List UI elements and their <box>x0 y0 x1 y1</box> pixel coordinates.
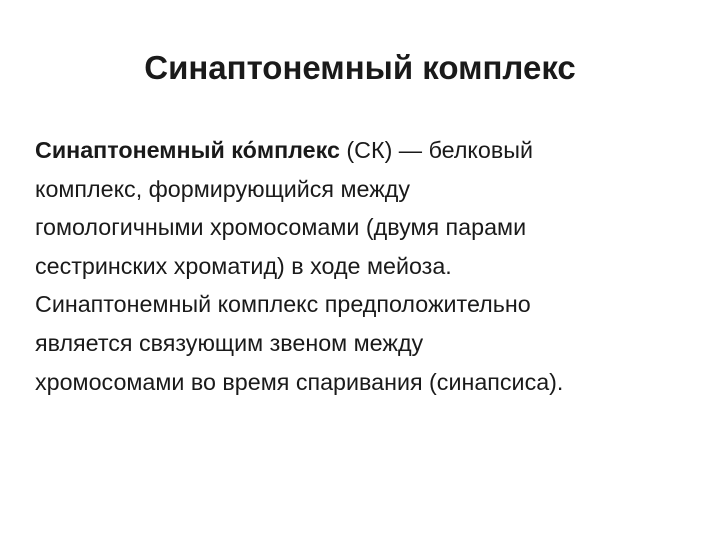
slide-title: Синаптонемный комплекс <box>144 49 576 86</box>
definition-paragraph <box>35 131 715 401</box>
paragraph-line-1 <box>35 131 715 170</box>
paragraph-line-7: хромосомами во время спаривания (синапсиса). <box>35 368 564 395</box>
paragraph-line-2: комплекс, формирующийся между <box>35 175 411 202</box>
paragraph-line-5: Синаптонемный комплекс предположительно <box>35 291 531 318</box>
paragraph-line-1-rest: (СК) — белковый <box>339 137 533 163</box>
slide-body <box>35 131 715 401</box>
paragraph-line-4: сестринских хроматид) в ходе мейоза. <box>35 252 452 279</box>
paragraph-line-6: является связующим звеном между <box>35 329 424 356</box>
term-bold: Синаптонемный ко́мплекс <box>35 137 340 163</box>
paragraph-line-3: гомологичными хромосомами (двумя парами <box>35 214 527 241</box>
